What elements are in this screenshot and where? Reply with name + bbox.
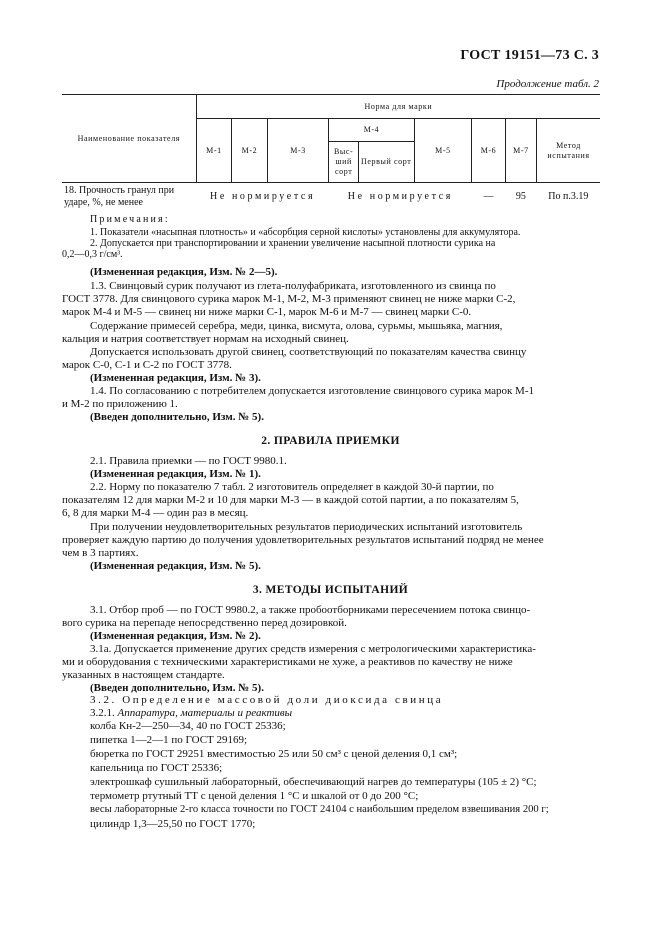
- note-2: 2. Допускается при транспортировании и хранении увеличение насыпной плотности сурика на: [90, 238, 496, 249]
- row18-name: 18. Прочность гранул при ударе, %, не менее: [62, 183, 196, 212]
- para-2-2-line2: показателям 12 для марки М-2 и 10 для марки М-3 — в каждой сотой партии, а по показателям 5,: [62, 494, 519, 506]
- row18-m6: —: [472, 183, 505, 212]
- norm-header: Норма для марки: [196, 95, 600, 119]
- para-impurities-line2: кальция и натрия соответствует нормам на исходный свинец.: [62, 333, 349, 345]
- equipment-item: термометр ртутный ТТ с ценой деления 1 °С и шкалой от 0 до 200 °С;: [90, 790, 419, 802]
- equipment-item: электрошкаф сушильный лабораторный, обеспечивающий нагрев до температуры (105 ± 2) °С;: [90, 776, 537, 788]
- para-3-1a-line1: 3.1а. Допускается применение других средств измерения с метрологическими характеристика-: [90, 643, 536, 655]
- notes-heading: Примечания:: [90, 214, 170, 225]
- equipment-item: пипетка 1—2—1 по ГОСТ 29169;: [90, 734, 248, 746]
- para-3-1a-line3: указанных в настоящем стандарте.: [62, 669, 225, 681]
- col-m5: М-5: [414, 119, 472, 183]
- table-continuation-label: Продолжение табл. 2: [496, 78, 599, 90]
- para-2-2-line3: 6, 8 для марки М-4 — один раз в месяц.: [62, 507, 249, 519]
- para-1-3-line2: ГОСТ 3778. Для свинцового сурика марок М-1, М-2, М-3 применяют свинец не ниже марки С-2,: [62, 293, 516, 305]
- edit-note: (Измененная редакция, Изм. № 5).: [90, 560, 261, 572]
- edit-note: (Введен дополнительно, Изм. № 5).: [90, 682, 264, 694]
- edit-note: (Измененная редакция, Изм. № 3).: [90, 372, 261, 384]
- equipment-item: колба Кн-2—250—34, 40 по ГОСТ 25336;: [90, 720, 286, 732]
- equipment-item: цилиндр 1,3—25,50 по ГОСТ 1770;: [90, 818, 256, 830]
- col-m3: М-3: [267, 119, 329, 183]
- col-m1: М-1: [196, 119, 231, 183]
- para-allowed-line2: марок С-0, С-1 и С-2 по ГОСТ 3778.: [62, 359, 232, 371]
- col-m4-top: Выс-ший сорт: [329, 142, 358, 183]
- norms-table: [62, 94, 600, 211]
- note-1: 1. Показатели «насыпная плотность» и «абсорбция серной кислоты» установлены для аккумулятора.: [90, 227, 521, 238]
- para-3-2-1-number: 3.2.1.: [90, 707, 115, 719]
- page-header: ГОСТ 19151—73 С. 3: [460, 48, 599, 63]
- para-3-2: 3.2. Определение массовой доли диоксида свинца: [90, 694, 444, 706]
- para-3-2-1: [90, 707, 292, 719]
- section-3-heading: 3. МЕТОДЫ ИСПЫТАНИЙ: [252, 584, 409, 596]
- col-m6: М-6: [472, 119, 505, 183]
- para-impurities-line1: Содержание примесей серебра, меди, цинка, висмута, олова, сурьмы, мышьяка, магния,: [90, 320, 503, 332]
- para-3-1a-line2: ми и оборудования с техническими характеристиками не хуже, а реактивов по качеству не ниже: [62, 656, 513, 668]
- col-m4: М-4: [329, 119, 414, 142]
- col-method: Метод испытания: [537, 119, 600, 183]
- para-1-3-line1: 1.3. Свинцовый сурик получают из глета-полуфабриката, изготовленного из свинца по: [90, 280, 496, 292]
- para-3-1-line2: вого сурика на перепаде непосредственно перед дозировкой.: [62, 617, 347, 629]
- row18-m7: 95: [505, 183, 536, 212]
- equipment-item: весы лабораторные 2-го класса точности по ГОСТ 24104 с наибольшим пределом взвешивания 200 г;: [90, 804, 549, 815]
- para-unsat-line1: При получении неудовлетворительных результатов периодических испытаний изготовитель: [90, 521, 523, 533]
- row18-method: По п.3.19: [537, 183, 600, 212]
- para-2-2-line1: 2.2. Норму по показателю 7 табл. 2 изготовитель определяет в каждой 30-й партии, по: [90, 481, 494, 493]
- col-m7: М-7: [505, 119, 536, 183]
- para-allowed-line1: Допускается использовать другой свинец, соответствующий по показателям качества свинцу: [90, 346, 527, 358]
- col-indicator-header: Наименование показателя: [62, 95, 196, 183]
- row18-m1-m3: Не нормируется: [196, 183, 329, 212]
- edit-note: (Измененная редакция, Изм. № 2).: [90, 630, 261, 642]
- col-m2: М-2: [232, 119, 267, 183]
- section-2-heading: 2. ПРАВИЛА ПРИЕМКИ: [261, 435, 400, 447]
- para-3-2-1-title: Аппаратура, материалы и реактивы: [117, 707, 293, 719]
- equipment-item: капельница по ГОСТ 25336;: [90, 762, 223, 774]
- edit-note: (Введен дополнительно, Изм. № 5).: [90, 411, 264, 423]
- edit-note: (Измененная редакция, Изм. № 2—5).: [90, 266, 278, 278]
- equipment-item: бюретка по ГОСТ 29251 вместимостью 25 или 50 см³ с ценой деления 0,1 см³;: [90, 748, 458, 760]
- edit-note: (Измененная редакция, Изм. № 1).: [90, 468, 261, 480]
- row18-m4-m5: Не нормируется: [329, 183, 472, 212]
- para-unsat-line3: чем в 3 партиях.: [62, 547, 139, 559]
- para-1-4-line1: 1.4. По согласованию с потребителем допускается изготовление свинцового сурика марок М-1: [90, 385, 534, 397]
- para-unsat-line2: проверяет каждую партию до получения удовлетворительных результатов испытаний подряд не менее: [62, 534, 544, 546]
- para-3-1-line1: 3.1. Отбор проб — по ГОСТ 9980.2, а также пробоотборниками пересечением потока свинцо-: [90, 604, 531, 616]
- para-1-3-line3: марок М-4 и М-5 — свинец ни ниже марки С-1, марок М-6 и М-7 — свинец марки С-0.: [62, 306, 472, 318]
- col-m4-first: Первый сорт: [358, 142, 414, 183]
- para-2-1: 2.1. Правила приемки — по ГОСТ 9980.1.: [90, 455, 287, 467]
- para-1-4-line2: и М-2 по приложению 1.: [62, 398, 178, 410]
- note-2-cont: 0,2—0,3 г/см³.: [62, 249, 123, 260]
